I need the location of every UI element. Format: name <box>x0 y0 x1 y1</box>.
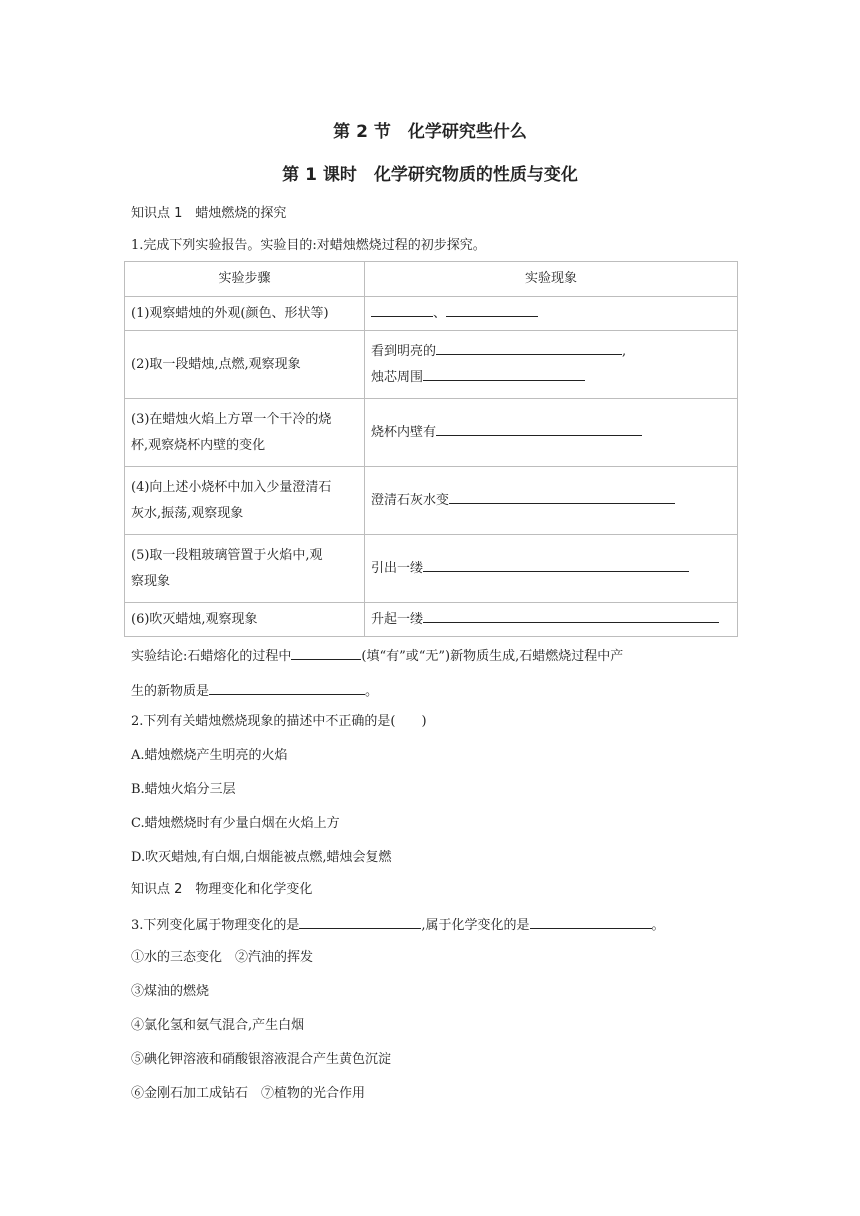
option-d[interactable]: D.吹灭蜡烛,有白烟,白烟能被点燃,蜡烛会复燃 <box>131 850 392 865</box>
list-item: ⑥金刚石加工成钻石 ⑦植物的光合作用 <box>131 1086 366 1101</box>
table-row <box>125 535 738 603</box>
observation-cell: 、 <box>365 297 738 331</box>
step-cell: (5)取一段粗玻璃管置于火焰中,观 察现象 <box>125 535 365 603</box>
conclusion-line-1: 实验结论:石蜡熔化的过程中 (填“有”或“无”)新物质生成,石蜡燃烧过程中产 <box>131 645 623 667</box>
step-cell: (6)吹灭蜡烛,观察现象 <box>125 603 365 637</box>
list-item: ③煤油的燃烧 <box>131 984 210 999</box>
step-cell: (3)在蜡烛火焰上方罩一个干冷的烧 杯,观察烧杯内壁的变化 <box>125 399 365 467</box>
answer-blank[interactable] <box>299 914 421 929</box>
observation-cell: 升起一缕 <box>365 603 738 637</box>
step-cell: (4)向上述小烧杯中加入少量澄清石 灰水,振荡,观察现象 <box>125 467 365 535</box>
answer-blank[interactable] <box>446 302 538 317</box>
answer-blank[interactable] <box>530 914 652 929</box>
experiment-report-table <box>124 261 738 637</box>
list-item: ⑤碘化钾溶液和硝酸银溶液混合产生黄色沉淀 <box>131 1052 392 1067</box>
table-header-row <box>125 262 738 297</box>
option-c[interactable]: C.蜡烛燃烧时有少量白烟在火焰上方 <box>131 816 340 831</box>
observation-cell: 烧杯内壁有 <box>365 399 738 467</box>
conclusion-line-2: 生的新物质是 。 <box>131 680 378 702</box>
answer-blank[interactable] <box>291 645 361 660</box>
option-b[interactable]: B.蜡烛火焰分三层 <box>131 782 236 797</box>
table-row <box>125 297 738 331</box>
answer-blank[interactable] <box>436 340 622 355</box>
step-cell: (1)观察蜡烛的外观(颜色、形状等) <box>125 297 365 331</box>
answer-blank[interactable] <box>436 421 642 436</box>
table-row <box>125 467 738 535</box>
answer-blank[interactable] <box>423 557 689 572</box>
header-observations: 实验现象 <box>365 262 738 297</box>
step-cell: (2)取一段蜡烛,点燃,观察现象 <box>125 331 365 399</box>
header-steps: 实验步骤 <box>125 262 365 297</box>
observation-cell: 澄清石灰水变 <box>365 467 738 535</box>
section-title: 第 2 节 化学研究些什么 <box>333 122 527 142</box>
observation-cell: 看到明亮的 , 烛芯周围 <box>365 331 738 399</box>
list-item: ④氯化氢和氨气混合,产生白烟 <box>131 1018 305 1033</box>
answer-blank[interactable] <box>371 302 433 317</box>
answer-blank[interactable] <box>423 366 585 381</box>
observation-cell: 引出一缕 <box>365 535 738 603</box>
question-1-stem: 1.完成下列实验报告。实验目的:对蜡烛燃烧过程的初步探究。 <box>131 238 486 253</box>
knowledge-point-2: 知识点 2 物理变化和化学变化 <box>131 882 313 897</box>
option-a[interactable]: A.蜡烛燃烧产生明亮的火焰 <box>131 748 288 763</box>
question-3-stem: 3.下列变化属于物理变化的是 ,属于化学变化的是 。 <box>131 914 665 936</box>
table-row <box>125 603 738 637</box>
table-row <box>125 399 738 467</box>
question-2-stem: 2.下列有关蜡烛燃烧现象的描述中不正确的是( ) <box>131 714 427 729</box>
answer-blank[interactable] <box>449 489 675 504</box>
answer-blank[interactable] <box>209 680 365 695</box>
lesson-title: 第 1 课时 化学研究物质的性质与变化 <box>282 165 578 185</box>
knowledge-point-1: 知识点 1 蜡烛燃烧的探究 <box>131 206 287 221</box>
table-row <box>125 331 738 399</box>
list-item: ①水的三态变化 ②汽油的挥发 <box>131 950 314 965</box>
answer-blank[interactable] <box>423 608 719 623</box>
